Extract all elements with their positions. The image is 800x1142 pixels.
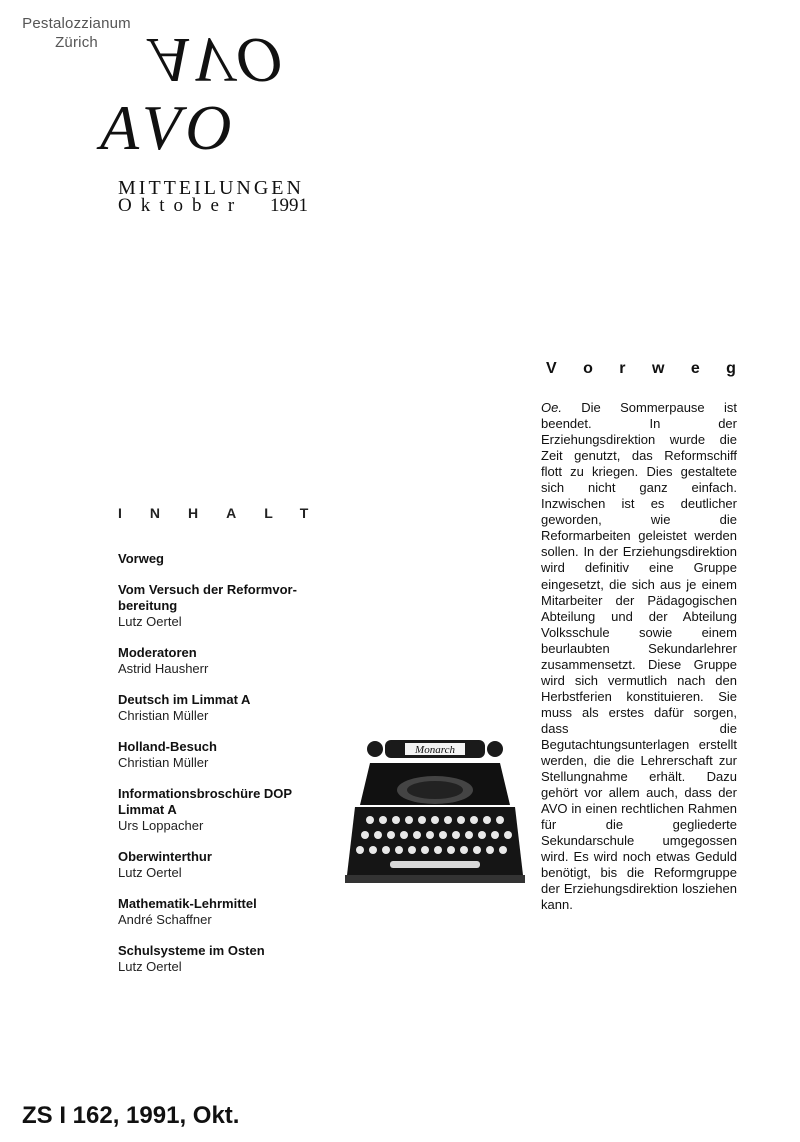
toc-entry-author: André Schaffner — [118, 912, 212, 927]
table-of-contents — [118, 551, 318, 990]
stamp-line-1: Pestalozzianum — [22, 15, 131, 32]
toc-entry-title: Vom Versuch der Reformvor- bereitung — [118, 582, 297, 613]
toc-entry — [118, 692, 318, 724]
article-heading-letter: o — [583, 360, 593, 377]
toc-entry-author: Lutz Oertel — [118, 614, 182, 629]
toc-entry-author: Urs Loppacher — [118, 818, 204, 833]
toc-entry — [118, 739, 318, 771]
article-heading-letter: e — [690, 360, 700, 377]
toc-entry-title: Mathematik-Lehrmittel — [118, 896, 257, 911]
toc-entry — [118, 786, 318, 834]
issue-year: 1991 — [270, 195, 308, 216]
toc-entry — [118, 582, 318, 630]
toc-entry — [118, 645, 318, 677]
toc-entry-title: Vorweg — [118, 551, 164, 566]
toc-entry-title: Schulsysteme im Osten — [118, 943, 265, 958]
toc-entry-author: Christian Müller — [118, 755, 209, 770]
toc-entry — [118, 849, 318, 881]
toc-entry — [118, 551, 318, 567]
toc-entry-author: Astrid Hausherr — [118, 661, 209, 676]
toc-entry-author: Lutz Oertel — [118, 865, 182, 880]
toc-entry-title: Deutsch im Limmat A — [118, 692, 251, 707]
article-heading-letter: V — [546, 360, 557, 377]
stamp-line-2: Zürich — [55, 34, 98, 51]
toc-entry-title: Oberwinterthur — [118, 849, 212, 864]
toc-entry-title: Informationsbroschüre DOP Limmat A — [118, 786, 293, 817]
toc-heading: INHALT — [118, 505, 337, 521]
article-heading-letter: w — [651, 360, 665, 377]
toc-entry-author: Christian Müller — [118, 708, 209, 723]
typewriter-brand: Monarch — [415, 744, 455, 756]
article-signature: Oe. — [541, 400, 582, 415]
toc-entry — [118, 896, 318, 928]
toc-entry-title: Holland-Besuch — [118, 739, 217, 754]
article-heading — [546, 360, 736, 378]
masthead-subtitle: MITTEILUNGEN — [118, 177, 304, 199]
issue-month: Oktober — [118, 195, 244, 216]
toc-entry-author: Lutz Oertel — [118, 959, 182, 974]
article-text: Die Sommerpause ist beendet. In der Erziehungsdirektion wurde die Zeit genutzt, das Reformschiff flott zu kriegen. Dies gestaltete sich nicht ganz einfach. Inzwischen ist es deutlicher geworden, wie die Reformarbeiten geleistet werden sollen. In der Erziehungsdirektion wird definitiv eine Gruppe eingesetzt, die sich aus je einem Mitarbeiter der Pädagogischen Abteilung und der Abteilung Volksschule sowie einem beurlaubten Sekundarlehrer zusammensetzt. Diese Gruppe wird sich vermutlich nach den Herbstferien konstituieren. Sie muss als erstes dafür sorgen, dass die Begutachtungsunterlagen erstellt werden, die die Lehrerschaft zur Stellungnahme erhält. Dazu gehört vor allem auch, dass der AVO in einen rechtlichen Rahmen für die gegliederte Sekundarschule umgegossen wird. Es wird noch etwas Geduld benötigt, bis die Reformgruppe der Erziehungsdirektion losziehen kann. — [541, 400, 737, 913]
toc-entry-title: Moderatoren — [118, 645, 197, 660]
article-heading-letter: r — [619, 360, 626, 377]
library-stamp — [14, 14, 139, 52]
typewriter-illustration — [345, 735, 525, 895]
typewriter-icon — [345, 735, 525, 895]
catalog-number: ZS I 162, 1991, Okt. — [22, 1102, 240, 1129]
article-body — [541, 400, 737, 914]
issue-date — [118, 196, 308, 216]
avo-logo: AVO — [100, 92, 238, 163]
toc-entry — [118, 943, 318, 975]
article-heading-letter: g — [726, 360, 736, 377]
avo-logo-mirrored: AVO — [150, 25, 288, 96]
